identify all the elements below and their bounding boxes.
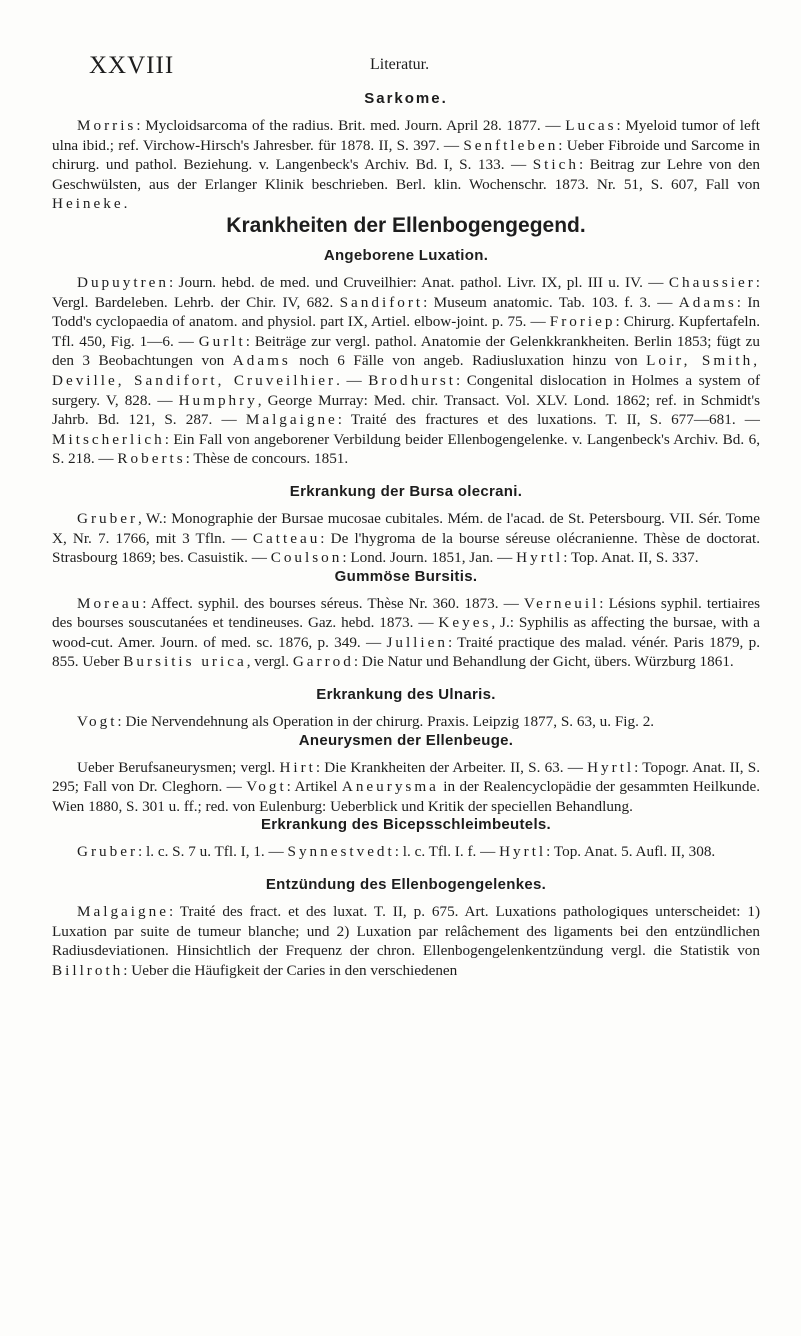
citation-text: : Traité des fractures et des luxations. T. II, S. 677—681. — (337, 411, 760, 429)
citation-text: . (123, 195, 128, 213)
paragraph-entzuendung (52, 902, 760, 980)
author-name: Malgaigne (245, 411, 338, 429)
author-name: Keyes (438, 614, 492, 632)
running-title: Literatur. (370, 56, 430, 73)
citation-text: : Die Krankheiten der Arbeiter. II, S. 63. — (315, 758, 588, 776)
citation-text: : Beiträge zur vergl. pathol. Anatomie der Gelenkkrankheiten. Berlin 1853; fügt zu den 3 Beobachtungen von (52, 332, 760, 370)
citation-text: : Affect. syphil. des bourses séreus. Thèse Nr. 360. 1873. — (142, 594, 524, 612)
citation-text: : Thèse de concours. 1851. (185, 450, 349, 468)
author-name: Hirt (279, 758, 316, 776)
author-name: Vogt (246, 778, 287, 796)
author-name: Brodhurst (368, 371, 456, 389)
author-name: Verneuil (523, 594, 600, 612)
author-name: Malgaigne (77, 903, 169, 921)
author-name: Sandifort (339, 293, 424, 311)
paragraph-luxation (52, 273, 760, 469)
citation-text: : Vergl. Bardeleben. Lehrb. der Chir. IV, 682. (52, 273, 760, 311)
author-name: Stich (532, 156, 579, 174)
author-name: Moreau (77, 594, 143, 612)
citation-text: : Ein Fall von angeborener Verbildung beider Ellenbogengelenke. v. Langenbeck's Archiv. Bd. 6, S. 218. — (52, 430, 760, 468)
citation-text: : l. c. Tfl. I. f. — (394, 843, 500, 861)
author-name: Garrod (292, 653, 354, 671)
citation-text: , George Murray: Med. chir. Transact. Vol. XLV. Lond. 1862; ref. in Schmidt's Jahrb. Bd. 121, S. 287. — (52, 391, 760, 429)
main-section-title: Krankheiten der Ellenbogengegend. (226, 213, 586, 237)
page (52, 44, 760, 980)
author-name: Adams (232, 352, 291, 370)
author-name: Vogt (77, 713, 118, 731)
citation-text: : Ueber die Häufigkeit der Caries in den verschiedenen (123, 961, 458, 979)
citation-text: : In Todd's cyclopaedia of anatom. and physiol. part IX, Artiel. elbow-joint. p. 75. — (52, 293, 761, 331)
heading-entzuendung: Entzündung des Ellenbogengelenkes. (265, 876, 547, 894)
author-name: Adams (678, 293, 737, 311)
citation-text: : Die Natur und Behandlung der Gicht, übers. Würzburg 1861. (353, 653, 734, 671)
author-name: Mitscherlich (52, 430, 165, 448)
heading-sarkome: Sarkome. (364, 90, 448, 107)
citation-text: : Mycloidsarcoma of the radius. Brit. med. Journ. April 28. 1877. — (136, 117, 566, 134)
author-name: Billroth (52, 961, 124, 979)
citation-text: : l. c. S. 7 u. Tfl. I, 1. — (138, 843, 288, 861)
heading-gummoese: Gummöse Bursitis. (334, 567, 478, 585)
author-name: Synnestvedt (287, 843, 395, 861)
author-name: Bursitis urica (123, 653, 247, 671)
heading-luxation: Angeborene Luxation. (323, 246, 489, 264)
paragraph-biceps (52, 842, 760, 862)
heading-ulnaris: Erkrankung des Ulnaris. (316, 686, 496, 704)
citation-text: , W.: Monographie der Bursae mucosae cubitales. Mém. de l'acad. de St. Petersbourg. VII. Sér. Tome X, Nr. 7. 1766, mit 3 Tfln. — (52, 509, 760, 547)
citation-text: : Beitrag zur Lehre von den Geschwülsten, aus der Erlanger Klinik beschrieben. Berl. klin. Wochenschr. 1873. Nr. 51, S. 607, Fall von (52, 156, 760, 193)
citation-text: : Myeloid tumor of left ulna ibid.; ref. Virchow-Hirsch's Jahresber. für 1878. II, S. 397. — (52, 117, 760, 154)
citation-text: : Museum anatomic. Tab. 103. f. 3. — (423, 293, 679, 311)
author-name: Dupuytren (77, 273, 169, 291)
author-name: Aneurysma (341, 778, 439, 796)
citation-text: : Die Nervendehnung als Operation in der chirurg. Praxis. Leipzig 1877, S. 63, u. Fig. 2. (117, 713, 655, 731)
author-name: Hyrtl (516, 549, 564, 567)
paragraph-aneurysmen (52, 758, 760, 817)
citation-text: : Top. Anat. 5. Aufl. II, 308. (546, 843, 716, 861)
author-name: Gurlt (198, 332, 246, 350)
citation-text: : Traité practique des malad. vénér. Paris 1879, p. 855. Ueber (52, 633, 760, 671)
citation-text: Ueber Berufsaneurysmen; vergl. (77, 758, 280, 776)
citation-text: : Lond. Journ. 1851, Jan. — (342, 549, 517, 567)
paragraph-ulnaris (52, 712, 760, 732)
author-name: Hyrtl (587, 758, 635, 776)
author-name: Loir, Smith, Deville, Sandifort, Cruveilhier (52, 352, 760, 389)
citation-text: in der Realencyclopädie der gesammten Heilkunde. Wien 1880, S. 301 u. ff.; red. von Eulenburg: Ueberblick und Kritik der speciellen Behandlung. (52, 778, 760, 815)
author-name: Coulson (270, 549, 343, 567)
author-name: Roberts (117, 450, 186, 468)
author-name: Heineke (52, 195, 124, 213)
citation-text: , vergl. (246, 653, 293, 671)
author-name: Froriep (549, 313, 616, 331)
citation-text: : Topogr. Anat. II, S. 295; Fall von Dr. Cleghorn. — (52, 758, 761, 796)
citation-text: : Lésions syphil. tertiaires des bourses souscutanées et tendineuses. Gaz. hebd. 1873. — (52, 594, 761, 632)
citation-text: : De l'hygroma de la bourse séreuse olécranienne. Thèse de doctorat. Strasbourg 1869; bes. Casuistik. — (52, 529, 761, 567)
paragraph-sarkome (52, 116, 760, 214)
citation-text: : Congenital dislocation in Holmes a system of surgery. V, 828. — (52, 371, 761, 409)
citation-text: noch 6 Fälle von angeb. Radiusluxation hinzu von (290, 352, 647, 370)
page-number: XXVIII (89, 52, 175, 79)
citation-text: : Journ. hebd. de med. und Cruveilhier: Anat. pathol. Livr. IX, pl. III u. IV. — (168, 273, 669, 291)
author-name: Gruber (77, 509, 139, 527)
citation-text: : Top. Anat. II, S. 337. (563, 549, 699, 567)
author-name: Catteau (252, 529, 321, 547)
author-name: Morris (77, 117, 137, 134)
author-name: Senftleben (463, 136, 559, 154)
running-head (52, 44, 760, 90)
heading-biceps: Erkrankung des Bicepsschleimbeutels. (260, 816, 552, 834)
author-name: Gruber (77, 843, 139, 861)
citation-text: : Traité des fract. et des luxat. T. II, p. 675. Art. Luxations pathologiques unterscheidet: 1) Luxation par suite de tumeur blanche; und 2) Luxation par relâchement des ligaments bei den entzündlichen Radiusdeviationen. Hinsichtlich der Frequenz der chron. Ellenbogengelenkentzündung vergl. die Statistik von (52, 903, 760, 960)
author-name: Humphry (178, 391, 258, 409)
author-name: Lucas (565, 117, 617, 134)
citation-text: : Ueber Fibroide und Sarcome in chirurg. und pathol. Beziehung. v. Langenbeck's Archiv. Bd. I, S. 133. — (52, 136, 761, 174)
heading-bursa: Erkrankung der Bursa olecrani. (289, 482, 523, 500)
citation-text: : Chirurg. Kupfertafeln. Tfl. 450, Fig. 1—6. — (52, 313, 760, 350)
paragraph-bursa (52, 509, 760, 568)
author-name: Hyrtl (499, 843, 547, 861)
citation-text: . — (336, 371, 369, 389)
citation-text: , J.: Syphilis as affecting the bursae, with a wood-cut. Amer. Journ. of med. sc. 1876, p. 349. — (52, 614, 761, 651)
heading-aneurysmen: Aneurysmen der Ellenbeuge. (298, 731, 514, 749)
paragraph-gummoese (52, 594, 760, 672)
citation-text: : Artikel (286, 778, 342, 796)
author-name: Jullien (386, 633, 448, 651)
author-name: Chaussier (668, 273, 756, 291)
